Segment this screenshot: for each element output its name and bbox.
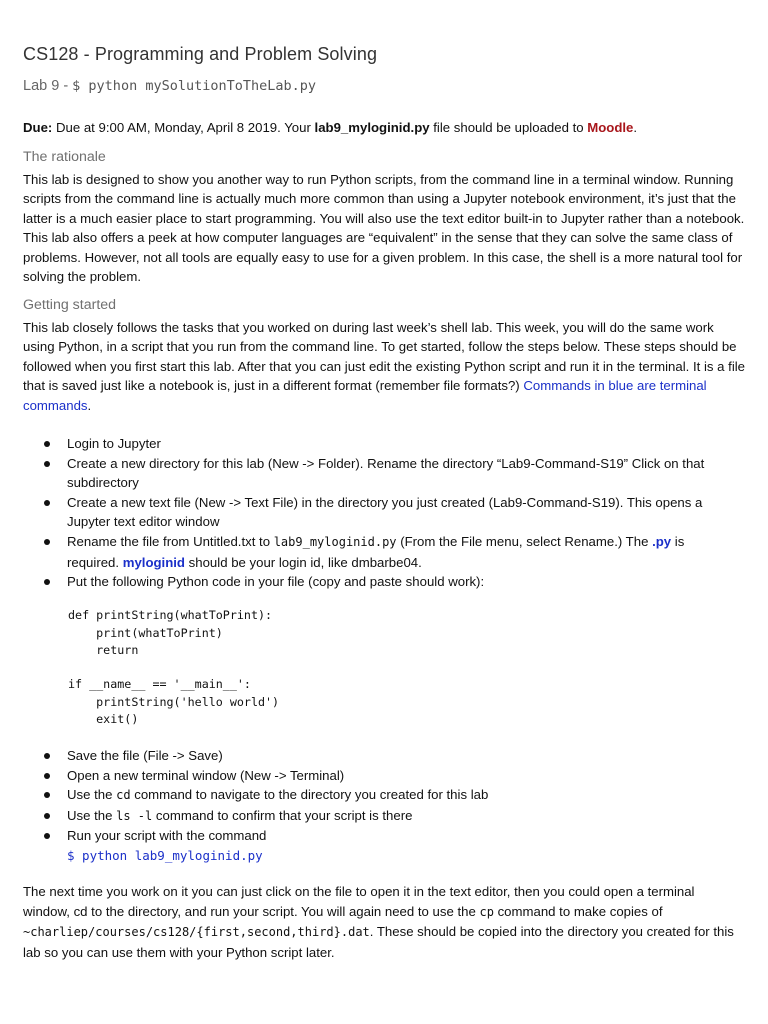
filename-code: lab9_myloginid.py <box>273 534 397 549</box>
data-file-path: ~charliep/courses/cs128/{first,second,third}.dat <box>23 925 370 940</box>
step-text: Save the file (File -> Save) <box>67 748 223 763</box>
list-item <box>0 434 737 454</box>
lab-subtitle <box>23 78 316 94</box>
bullet-icon <box>44 833 50 839</box>
list-item <box>0 806 737 827</box>
setup-steps-list <box>0 434 768 592</box>
step-text-b: command to navigate to the directory you created for this lab <box>130 787 489 803</box>
closing-text-b: command to make copies of <box>493 903 663 919</box>
myloginid-term: myloginid <box>122 554 185 570</box>
lab-command: $ python mySolutionToTheLab.py <box>72 78 317 94</box>
run-steps-list <box>0 746 768 866</box>
getting-started-paragraph <box>23 318 745 416</box>
step-text-c: is required. <box>67 533 685 570</box>
step-text: Create a new directory for this lab (New -> Folder). Rename the directory “Lab9-Command-S19” Click on that subdirectory <box>67 455 705 491</box>
step-text: Create a new text file (New -> Text File) in the directory you just created (Lab9-Command-S19). This opens a Jupyter text editor window <box>67 494 703 530</box>
getting-started-text: This lab closely follows the tasks that you worked on during last week’s shell lab. This week, you will do the same work using Python, in a script that you run from the command line. To get started, follow the steps below. These steps should be followed when you first start this lab. After that you can just edit the existing Python script and run it in the terminal. It is a file that is saved just like a notebook is, just in a different format (remember file formats?) <box>23 319 746 394</box>
list-item <box>0 826 737 865</box>
step-text-b: command to confirm that your script is there <box>152 807 413 823</box>
run-script-command: $ python lab9_myloginid.py <box>67 847 263 863</box>
list-item <box>0 785 737 806</box>
bullet-icon <box>44 792 50 798</box>
step-text-d: should be your login id, like dmbarbe04. <box>185 554 422 570</box>
bullet-icon <box>44 813 50 819</box>
closing-text-a: The next time you work on it you can just click on the file to open it in the text editor, then you could open a terminal window, cd to the directory, and run your script. You will again need to use the <box>23 884 695 919</box>
list-item <box>0 454 737 493</box>
bullet-icon <box>44 539 50 545</box>
py-extension: .py <box>652 533 672 549</box>
bullet-icon <box>44 579 50 585</box>
code-block-main: if __name__ == '__main__': printString('hello world') exit() <box>68 677 280 727</box>
bullet-icon <box>44 773 50 779</box>
step-text: Login to Jupyter <box>67 436 161 451</box>
step-text: Run your script with the command <box>67 828 267 844</box>
step-text-a: Use the <box>67 807 117 823</box>
due-text-b: file should be uploaded to <box>429 120 588 135</box>
step-text-b: (From the File menu, select Rename.) The <box>396 533 653 549</box>
list-item <box>0 572 737 592</box>
rationale-heading: The rationale <box>23 149 106 165</box>
step-text: Put the following Python code in your file (copy and paste should work): <box>67 574 485 590</box>
bullet-icon <box>44 753 50 759</box>
ls-command: ls -l <box>116 808 153 823</box>
lab-prefix: Lab 9 - <box>23 78 73 94</box>
step-text-a: Rename the file from Untitled.txt to <box>67 533 274 549</box>
due-text-a: Due at 9:00 AM, Monday, April 8 2019. Your <box>52 120 315 135</box>
due-text-c: . <box>633 120 638 135</box>
list-item <box>0 493 737 532</box>
code-block-function: def printString(whatToPrint): print(whatToPrint) return <box>68 608 273 658</box>
step-text-a: Use the <box>67 787 117 803</box>
cp-command: cp <box>479 904 494 919</box>
list-item <box>0 532 737 572</box>
step-text: Open a new terminal window (New -> Terminal) <box>67 767 345 783</box>
due-line <box>23 118 745 138</box>
bullet-icon <box>44 500 50 506</box>
due-filename: lab9_myloginid.py <box>314 120 430 135</box>
getting-started-heading: Getting started <box>23 297 117 313</box>
moodle-link[interactable]: Moodle <box>587 120 634 135</box>
cd-command: cd <box>116 788 131 803</box>
closing-text-c: . These should be copied into the directory you created for this lab so you can use them with your Python script later. <box>23 924 734 960</box>
bullet-icon <box>44 461 50 467</box>
page-title: CS128 - Programming and Problem Solving <box>23 44 378 64</box>
blue-commands-note: Commands in blue are terminal commands <box>23 378 707 413</box>
list-item <box>0 766 737 786</box>
getting-started-end: . <box>87 397 92 413</box>
due-label: Due: <box>23 120 53 135</box>
closing-paragraph <box>23 882 745 962</box>
rationale-paragraph: This lab is designed to show you another way to run Python scripts, from the command line in a terminal window. Running scripts from the command line is actually much more common than using a Jupyter notebook environment, it’s just that the latter is a much easier place to start programming. You will also use the text editor built-in to Jupyter rather than a notebook. This lab also offers a peek at how computer languages are “equivalent” in the sense that they can solve the same class of problems. However, not all tools are equally easy to use for a given problem. In this case, the shell is a more natural tool for solving the problem. <box>23 171 745 285</box>
bullet-icon <box>44 441 50 447</box>
list-item <box>0 746 737 766</box>
